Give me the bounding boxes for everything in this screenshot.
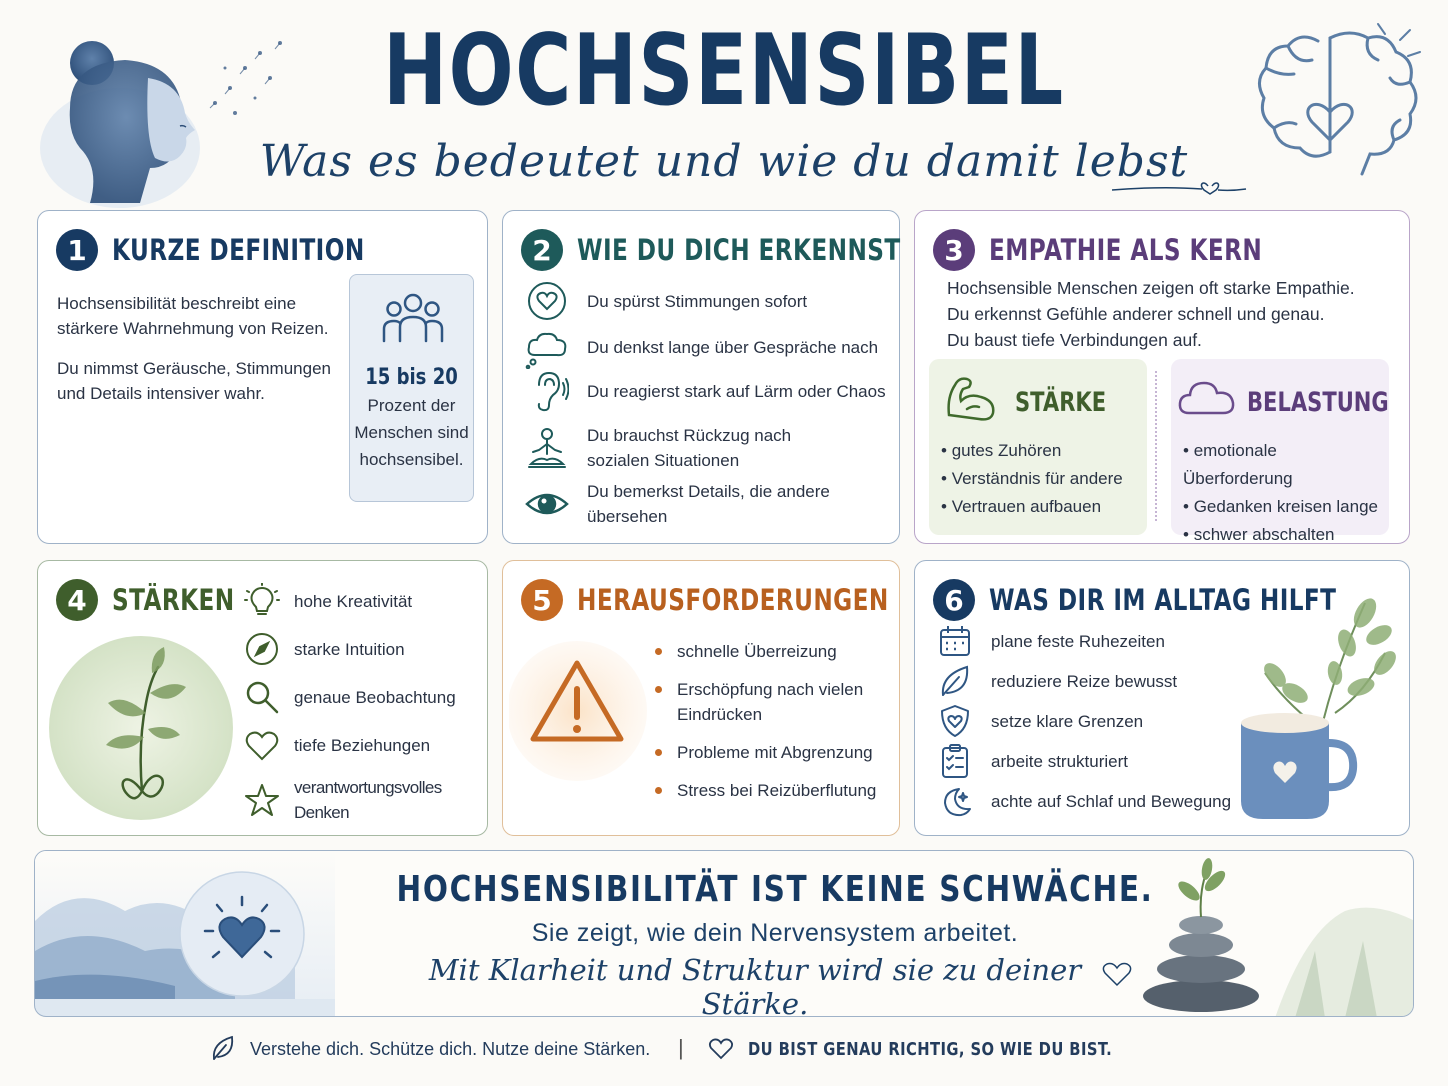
star-icon bbox=[244, 782, 280, 818]
page-subtitle: Was es bedeutet und wie du damit lebst bbox=[259, 136, 1189, 187]
list-item bbox=[937, 703, 1143, 739]
brain-heart-icon bbox=[1250, 16, 1430, 186]
heart-icon bbox=[244, 727, 280, 763]
card-recognition bbox=[502, 210, 900, 544]
heart-flourish-icon bbox=[1112, 176, 1252, 196]
card-title: KURZE DEFINITION bbox=[112, 233, 365, 267]
item-text: verantwortungsvolles Denken bbox=[294, 778, 442, 822]
definition-paragraph-2: Du nimmst Geräusche, Stimmungen und Details intensiver wahr. bbox=[57, 359, 331, 403]
stat-text: Prozent der Menschen sind hochsensibel. bbox=[354, 396, 469, 469]
item-text: reduziere Reize bewusst bbox=[991, 671, 1178, 691]
definition-paragraph-1: Hochsensibilität beschreibt eine stärkere Wahrnehmung von Reizen. bbox=[57, 294, 329, 338]
strength-box bbox=[929, 359, 1147, 535]
checklist-icon bbox=[937, 743, 973, 779]
meditation-icon bbox=[525, 426, 569, 470]
footer-affirmation: DU BIST GENAU RICHTIG, SO WIE DU BIST. bbox=[748, 1039, 1113, 1060]
item-text: Du spürst Stimmungen sofort bbox=[587, 291, 808, 311]
divider bbox=[1155, 371, 1157, 521]
heart-outline-icon bbox=[1099, 959, 1139, 989]
empathy-line-2: Du erkennst Gefühle anderer schnell und genau. bbox=[947, 304, 1325, 324]
stat-box bbox=[349, 274, 474, 502]
ear-icon bbox=[525, 369, 569, 413]
flexed-arm-icon bbox=[943, 371, 1001, 423]
list-item: schnelle Überreizung bbox=[655, 639, 876, 664]
list-item: • gutes Zuhören bbox=[941, 437, 1123, 465]
list-item bbox=[244, 775, 487, 825]
card-title: WIE DU DICH ERKENNST bbox=[577, 233, 901, 267]
card-title: HERAUSFORDERUNGEN bbox=[577, 583, 889, 617]
item-text: plane feste Ruhezeiten bbox=[991, 631, 1165, 651]
card-title: STÄRKEN bbox=[112, 583, 235, 617]
list-item bbox=[244, 679, 456, 715]
card-number: 6 bbox=[933, 579, 975, 621]
list-item bbox=[937, 623, 1165, 659]
closing-banner bbox=[34, 850, 1414, 1017]
lightbulb-icon bbox=[244, 583, 280, 619]
list-item: Erschöpfung nach vielen Eindrücken bbox=[655, 677, 875, 727]
burden-title: BELASTUNG bbox=[1247, 387, 1389, 418]
item-text: arbeite strukturiert bbox=[991, 751, 1128, 771]
people-group-icon bbox=[378, 289, 448, 345]
item-text: tiefe Beziehungen bbox=[294, 735, 431, 755]
heart-icon bbox=[525, 279, 569, 323]
sprout-heart-illustration bbox=[46, 633, 236, 823]
item-text: hohe Kreativität bbox=[294, 591, 413, 611]
card-daily-help bbox=[914, 560, 1410, 836]
list-item bbox=[244, 631, 405, 667]
list-item bbox=[525, 279, 807, 323]
footer-separator: | bbox=[678, 1035, 684, 1060]
list-item bbox=[525, 369, 886, 413]
item-text: Du denkst lange über Gespräche nach bbox=[587, 337, 879, 357]
list-item bbox=[937, 743, 1128, 779]
item-text: Du brauchst Rückzug nach sozialen Situationen bbox=[587, 426, 792, 470]
card-number: 2 bbox=[521, 229, 563, 271]
eye-icon bbox=[525, 482, 569, 526]
list-item: • schwer abschalten bbox=[1183, 521, 1389, 549]
card-title: WAS DIR IM ALLTAG HILFT bbox=[989, 583, 1337, 617]
list-item bbox=[525, 423, 807, 473]
cloud-icon bbox=[1177, 375, 1237, 419]
shield-icon bbox=[937, 703, 973, 739]
list-item: • emotionale Überforderung bbox=[1183, 437, 1389, 493]
item-text: setze klare Grenzen bbox=[991, 711, 1144, 731]
item-text: achte auf Schlaf und Bewegung bbox=[991, 791, 1232, 811]
banner-title: HOCHSENSIBILITÄT IST KEINE SCHWÄCHE. bbox=[396, 869, 1154, 910]
card-number: 3 bbox=[933, 229, 975, 271]
item-text: starke Intuition bbox=[294, 639, 405, 659]
list-item: • Verständnis für andere bbox=[941, 465, 1123, 493]
list-item bbox=[244, 583, 412, 619]
list-item: Probleme mit Abgrenzung bbox=[655, 740, 876, 765]
card-title: EMPATHIE ALS KERN bbox=[989, 233, 1263, 267]
list-item bbox=[937, 663, 1177, 699]
list-item: Stress bei Reizüberflutung bbox=[655, 778, 876, 803]
banner-line-1: Sie zeigt, wie dein Nervensystem arbeitet. bbox=[531, 919, 1019, 947]
item-text: Du bemerkst Details, die andere übersehen bbox=[587, 482, 830, 526]
empathy-line-3: Du baust tiefe Verbindungen auf. bbox=[947, 330, 1202, 350]
warning-illustration bbox=[509, 635, 647, 785]
empathy-line-1: Hochsensible Menschen zeigen oft starke Empathie. bbox=[947, 278, 1355, 298]
list-item: • Vertrauen aufbauen bbox=[941, 493, 1123, 521]
card-number: 5 bbox=[521, 579, 563, 621]
challenges-list bbox=[655, 639, 876, 816]
compass-icon bbox=[244, 631, 280, 667]
card-number: 4 bbox=[56, 579, 98, 621]
card-strengths bbox=[37, 560, 488, 836]
heart-icon bbox=[708, 1037, 734, 1061]
item-text: genaue Beobachtung bbox=[294, 687, 456, 707]
list-item bbox=[525, 325, 878, 369]
list-item bbox=[244, 727, 430, 763]
stat-value: 15 bis 20 bbox=[365, 365, 458, 390]
burden-box bbox=[1171, 359, 1389, 544]
burden-list bbox=[1183, 437, 1389, 549]
list-item: • Gedanken kreisen lange bbox=[1183, 493, 1389, 521]
footer-motto: Verstehe dich. Schütze dich. Nutze deine Stärken. bbox=[250, 1039, 651, 1059]
footer bbox=[0, 1033, 1448, 1067]
strength-title: STÄRKE bbox=[1015, 387, 1107, 418]
list-item bbox=[937, 783, 1231, 819]
strength-list bbox=[941, 437, 1123, 521]
leaf-icon bbox=[210, 1035, 236, 1061]
moon-icon bbox=[937, 783, 973, 819]
leaf-icon bbox=[937, 663, 973, 699]
card-challenges bbox=[502, 560, 900, 836]
item-text: Du reagierst stark auf Lärm oder Chaos bbox=[587, 381, 886, 401]
thought-cloud-icon bbox=[525, 325, 569, 369]
page-title: HOCHSENSIBEL bbox=[383, 14, 1065, 128]
banner-line-2: Mit Klarheit und Struktur wird sie zu deiner Stärke. bbox=[428, 953, 1082, 1017]
card-empathy bbox=[914, 210, 1410, 544]
card-definition bbox=[37, 210, 488, 544]
card-number: 1 bbox=[56, 229, 98, 271]
calendar-icon bbox=[937, 623, 973, 659]
list-item bbox=[525, 479, 847, 529]
magnifier-icon bbox=[244, 679, 280, 715]
mug-plant-illustration bbox=[1215, 583, 1405, 823]
